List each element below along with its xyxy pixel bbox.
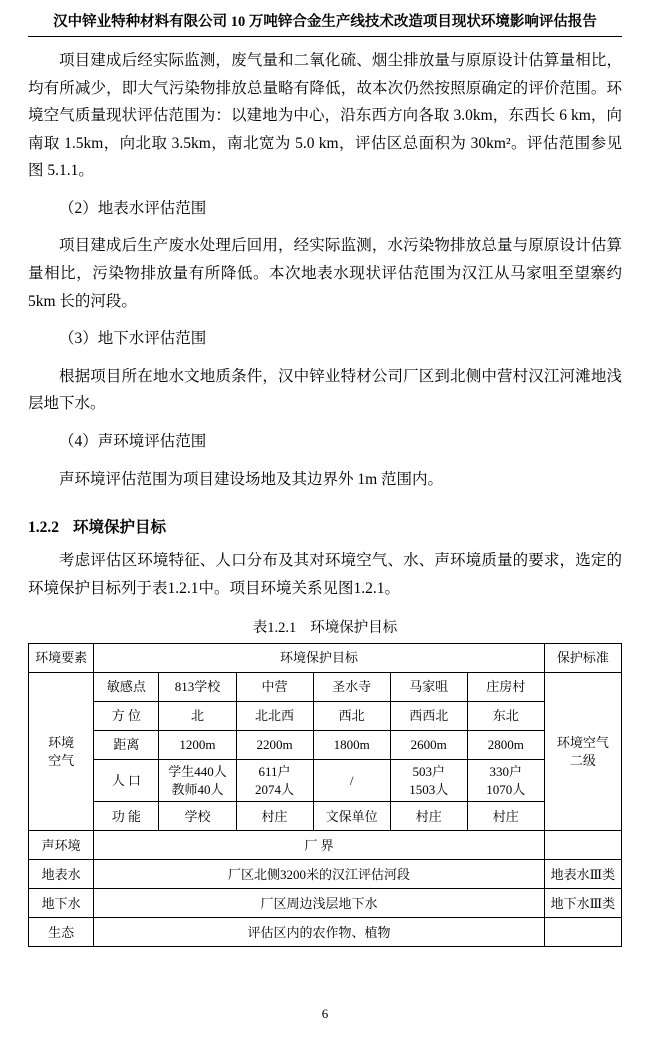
row-label-population: 人 口: [94, 760, 159, 802]
cell-population-1-line1: 611户: [258, 764, 291, 780]
paragraph-protection-targets: 考虑评估区环境特征、人口分布及其对环境空气、水、声环境质量的要求，选定的环境保护目标列于表1.2.1中。项目环境关系见图1.2.1。: [28, 552, 622, 597]
cell-sensitive-2: 圣水寺: [313, 673, 390, 702]
cell-direction-1: 北北西: [236, 702, 313, 731]
cell-ground-water-label: 地下水: [29, 889, 94, 918]
cell-function-2: 文保单位: [313, 802, 390, 831]
paragraph-air-scope: [28, 47, 622, 185]
table-row-direction: [29, 702, 622, 731]
cell-population-1-line2: 2074人: [255, 781, 295, 797]
table-row-function: [29, 802, 622, 831]
cell-noise-value: 厂 界: [94, 831, 545, 860]
cell-population-3-line2: 1503人: [409, 781, 449, 797]
header-protection-standard: 保护标准: [544, 644, 621, 673]
cell-ecology-label: 生态: [29, 918, 94, 947]
header-env-element: 环境要素: [29, 644, 94, 673]
cell-direction-4: 东北: [467, 702, 544, 731]
cell-population-4-line1: 330户: [489, 764, 523, 780]
cell-sensitive-0: 813学校: [159, 673, 236, 702]
cell-function-0: 学校: [159, 802, 236, 831]
table-caption: [28, 616, 622, 637]
cell-population-4: [467, 760, 544, 802]
cell-distance-3: 2600m: [390, 731, 467, 760]
environment-protection-table: [28, 643, 622, 947]
cell-sensitive-1: 中营: [236, 673, 313, 702]
cell-distance-1: 2200m: [236, 731, 313, 760]
cell-noise-label: 声环境: [29, 831, 94, 860]
row-label-distance: 距离: [94, 731, 159, 760]
cell-noise-standard: [544, 831, 621, 860]
heading-noise: （4）声环境评估范围: [59, 432, 207, 450]
cell-ecology-value: 评估区内的农作物、植物: [94, 918, 545, 947]
cell-air-label: [29, 673, 94, 831]
cell-air-label-line1: 环境: [48, 735, 75, 751]
cell-surface-water-label: 地表水: [29, 860, 94, 889]
table-row-surface-water: [29, 860, 622, 889]
paragraph-noise: 声环境评估范围为项目建设场地及其边界外 1m 范围内。: [59, 470, 444, 488]
table-row-ecology: [29, 918, 622, 947]
table-header-row: [29, 644, 622, 673]
cell-air-standard-line2: 二级: [569, 752, 596, 768]
paragraph-surface-water: 项目建成后生产废水处理后回用，经实际监测，水污染物排放总量与原原设计估算量相比，污染物排放量有所降低。本次地表水现状评估范围为汉江从马家咀至望寨约5km 长的河段。: [28, 237, 622, 310]
page-header: 汉中锌业特种材料有限公司 10 万吨锌合金生产线技术改造项目现状环境影响评估报告: [28, 10, 622, 37]
table-caption-number: 表1.2.1: [252, 620, 297, 637]
table-row-sensitive-point: [29, 673, 622, 702]
cell-direction-3: 西西北: [390, 702, 467, 731]
cell-population-2: /: [313, 760, 390, 802]
header-protection-target: 环境保护目标: [94, 644, 545, 673]
heading-ground-water: （3）地下水评估范围: [59, 330, 207, 348]
cell-ground-water-standard: 地下水Ⅲ类: [544, 889, 621, 918]
table-row-ground-water: [29, 889, 622, 918]
paragraph-ground-water: 根据项目所在地水文地质条件，汉中锌业特材公司厂区到北侧中营村汉江河滩地浅层地下水。: [28, 367, 622, 413]
cell-surface-water-value: 厂区北侧3200米的汉江评估河段: [94, 860, 545, 889]
table-row-population: [29, 760, 622, 802]
section-number: 1.2.2: [28, 519, 59, 537]
cell-population-3-line1: 503户: [412, 764, 445, 780]
section-title: 环境保护目标: [73, 519, 167, 537]
row-label-direction: 方 位: [94, 702, 159, 731]
cell-ground-water-value: 厂区周边浅层地下水: [94, 889, 545, 918]
cell-sensitive-4: 庄房村: [467, 673, 544, 702]
cell-population-3: [390, 760, 467, 802]
cell-distance-4: 2800m: [467, 731, 544, 760]
table-row-noise: [29, 831, 622, 860]
section-heading: [28, 515, 622, 537]
paragraph-air-scope-text: 项目建成后经实际监测，废气量和二氧化硫、烟尘排放量与原原设计估算量相比，均有所减少，即大气污染物排放总量略有降低，故本次仍然按照原确定的评价范围。环境空气质量现状评估范围为：以建地为中心，沿东西方向各取 3.0km，东西长 6 km，向南取 1.5km，向北取 3.5km，南北宽为 5.0 km，评估区总面积为 30km²。评估范围参见图 5.1.1。: [28, 52, 622, 180]
cell-population-0-line2: 教师40人: [171, 781, 224, 797]
table-caption-text: 环境保护目标: [310, 620, 398, 637]
row-label-function: 功 能: [94, 802, 159, 831]
cell-population-0: [159, 760, 236, 802]
cell-direction-0: 北: [159, 702, 236, 731]
cell-air-standard-line1: 环境空气: [556, 735, 609, 751]
cell-ecology-standard: [544, 918, 621, 947]
heading-surface-water: （2）地表水评估范围: [59, 199, 207, 217]
cell-direction-2: 西北: [313, 702, 390, 731]
cell-distance-2: 1800m: [313, 731, 390, 760]
cell-function-3: 村庄: [390, 802, 467, 831]
row-label-sensitive: 敏感点: [94, 673, 159, 702]
cell-population-1: [236, 760, 313, 802]
cell-air-standard: [544, 673, 621, 831]
cell-sensitive-3: 马家咀: [390, 673, 467, 702]
cell-distance-0: 1200m: [159, 731, 236, 760]
cell-population-0-line1: 学生440人: [168, 764, 227, 780]
table-row-distance: [29, 731, 622, 760]
cell-function-4: 村庄: [467, 802, 544, 831]
cell-air-label-line2: 空气: [48, 752, 75, 768]
page-number: 6: [321, 1006, 329, 1021]
cell-function-1: 村庄: [236, 802, 313, 831]
cell-surface-water-standard: 地表水Ⅲ类: [544, 860, 621, 889]
cell-population-4-line2: 1070人: [486, 781, 526, 797]
